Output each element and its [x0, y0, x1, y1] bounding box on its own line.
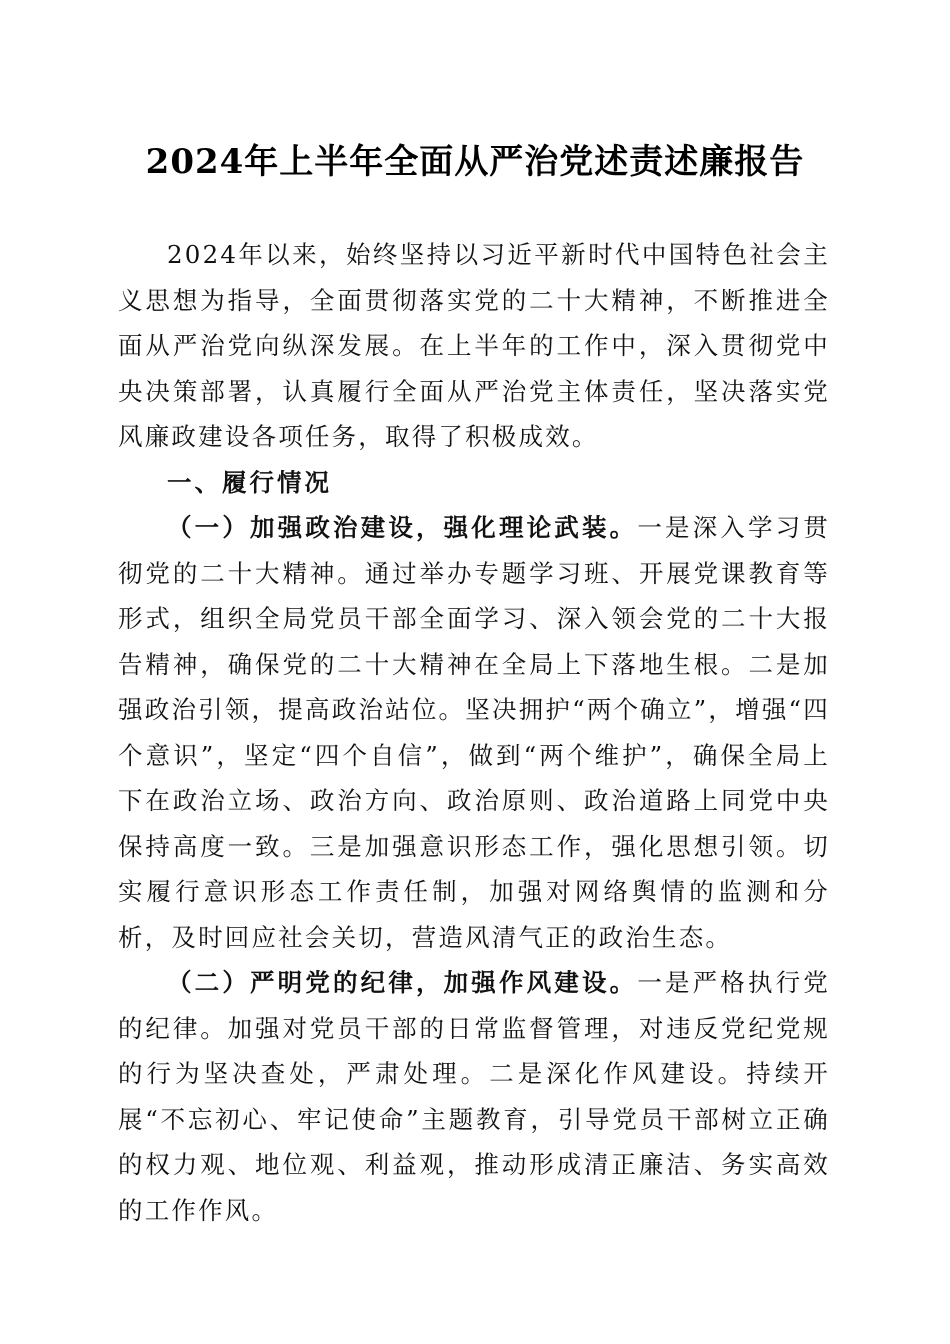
part2-body: 一是严格执行党的纪律。加强对党员干部的日常监督管理，对违反党纪党规的行为坚决查处，严肃处理。二是深化作风建设。持续开展“不忘初心、牢记使命”主题教育，引导党员干部树立正确的权力观、地位观、利益观，推动形成清正廉洁、务实高效的工作作风。 [118, 968, 830, 1225]
part1-paragraph [118, 505, 830, 960]
document-body [118, 232, 830, 1233]
section-heading: 一、履行情况 [167, 467, 332, 497]
document-title: 2024年上半年全面从严治党述责述廉报告 [145, 142, 805, 182]
part2-lead: （二）严明党的纪律，加强作风建设。 [167, 968, 638, 997]
part1-body: 一是深入学习贯彻党的二十大精神。通过举办专题学习班、开展党课教育等形式，组织全局党员干部全面学习、深入领会党的二十大报告精神，确保党的二十大精神在全局上下落地生根。二是加强政治引领，提高政治站位。坚决拥护“两个确立”，增强“四个意识”，坚定“四个自信”，做到“两个维护”，确保全局上下在政治立场、政治方向、政治原则、政治道路上同党中央保持高度一致。三是加强意识形态工作，强化思想引领。切实履行意识形态工作责任制，加强对网络舆情的监测和分析，及时回应社会关切，营造风清气正的政治生态。 [118, 513, 830, 952]
part2-paragraph [118, 960, 830, 1233]
part1-lead: （一）加强政治建设，强化理论武装。 [167, 513, 638, 542]
intro-paragraph: 2024年以来，始终坚持以习近平新时代中国特色社会主义思想为指导，全面贯彻落实党的二十大精神，不断推进全面从严治党向纵深发展。在上半年的工作中，深入贯彻党中央决策部署，认真履行全面从严治党主体责任，坚决落实党风廉政建设各项任务，取得了积极成效。 [118, 240, 830, 451]
